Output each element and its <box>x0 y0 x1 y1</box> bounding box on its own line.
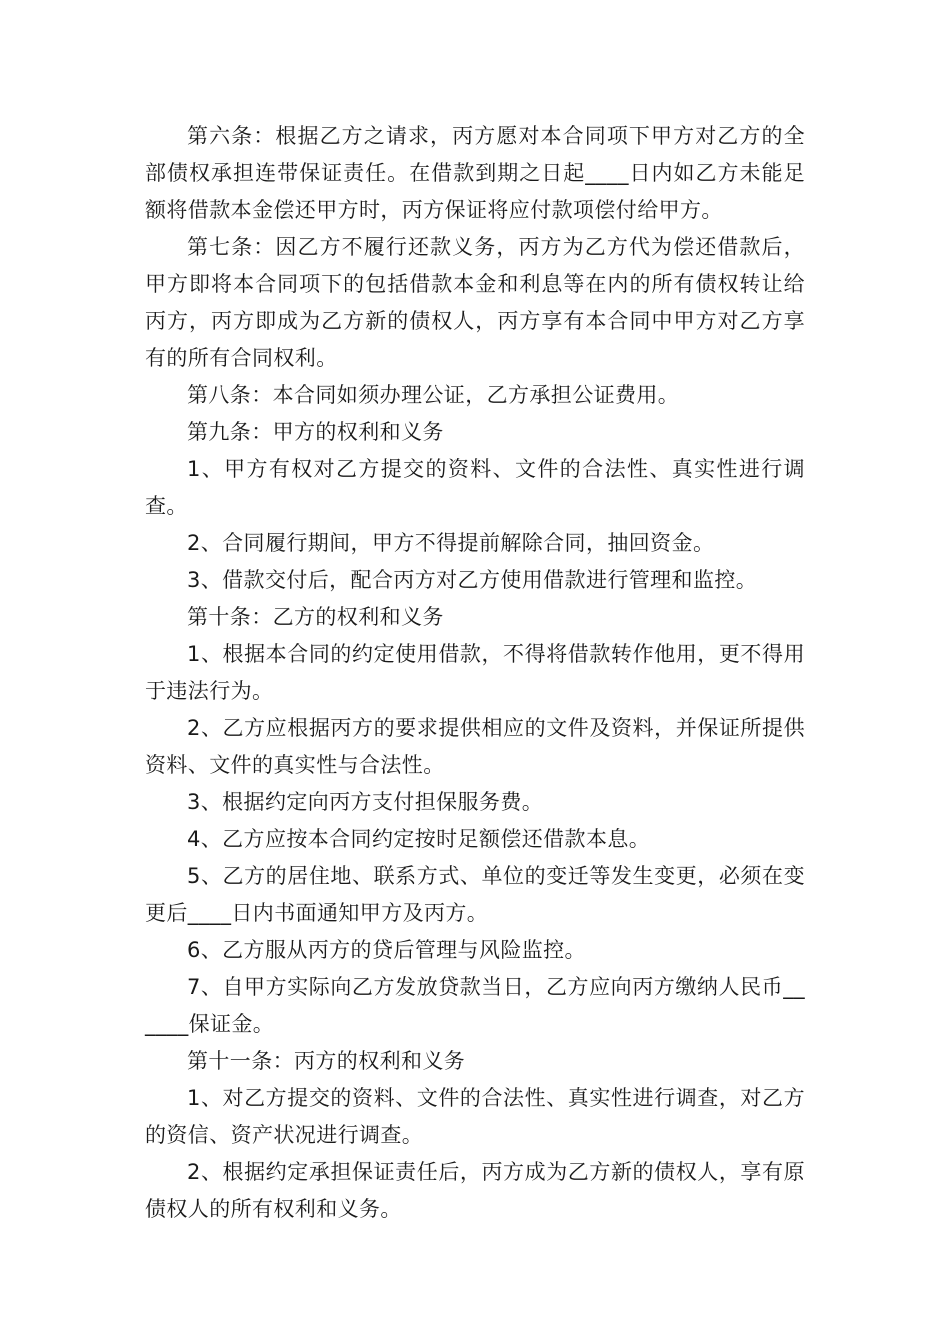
article-10-item-1: 1、根据本合同的约定使用借款，不得将借款转作他用，更不得用于违法行为。 <box>145 642 805 703</box>
article-7-paragraph: 第七条：因乙方不履行还款义务，丙方为乙方代为偿还借款后，甲方即将本合同项下的包括借款本金和利息等在内的所有债权转让给丙方，丙方即成为乙方新的债权人，丙方享有本合同中甲方对乙方享有的所有合同权利。 <box>145 235 805 370</box>
article-10-heading: 第十条：乙方的权利和义务 <box>187 605 444 629</box>
article-9-item-2: 2、合同履行期间，甲方不得提前解除合同，抽回资金。 <box>187 531 715 555</box>
article-9-item-3: 3、借款交付后，配合丙方对乙方使用借款进行管理和监控。 <box>187 568 758 592</box>
article-8-paragraph: 第八条：本合同如须办理公证，乙方承担公证费用。 <box>187 383 680 407</box>
article-6-paragraph: 第六条：根据乙方之请求，丙方愿对本合同项下甲方对乙方的全部债权承担连带保证责任。在借款到期之日起____日内如乙方未能足额将借款本金偿还甲方时，丙方保证将应付款项偿付给甲方。 <box>145 124 805 222</box>
article-11-item-1: 1、对乙方提交的资料、文件的合法性、真实性进行调查，对乙方的资信、资产状况进行调查。 <box>145 1086 805 1147</box>
article-10-item-3: 3、根据约定向丙方支付担保服务费。 <box>187 790 544 814</box>
article-9-item-1: 1、甲方有权对乙方提交的资料、文件的合法性、真实性进行调查。 <box>145 457 805 518</box>
article-11-item-2: 2、根据约定承担保证责任后，丙方成为乙方新的债权人，享有原债权人的所有权利和义务。 <box>145 1160 805 1221</box>
article-10-item-7: 7、自甲方实际向乙方发放贷款当日，乙方应向丙方缴纳人民币______保证金。 <box>145 975 805 1036</box>
article-10-item-5: 5、乙方的居住地、联系方式、单位的变迁等发生变更，必须在变更后____日内书面通知甲方及丙方。 <box>145 864 805 925</box>
article-10-item-4: 4、乙方应按本合同约定按时足额偿还借款本息。 <box>187 827 651 851</box>
article-10-item-2: 2、乙方应根据丙方的要求提供相应的文件及资料，并保证所提供资料、文件的真实性与合法性。 <box>145 716 805 777</box>
article-10-item-6: 6、乙方服从丙方的贷后管理与风险监控。 <box>187 938 586 962</box>
article-9-heading: 第九条：甲方的权利和义务 <box>187 420 444 444</box>
article-11-heading: 第十一条：丙方的权利和义务 <box>187 1049 466 1073</box>
